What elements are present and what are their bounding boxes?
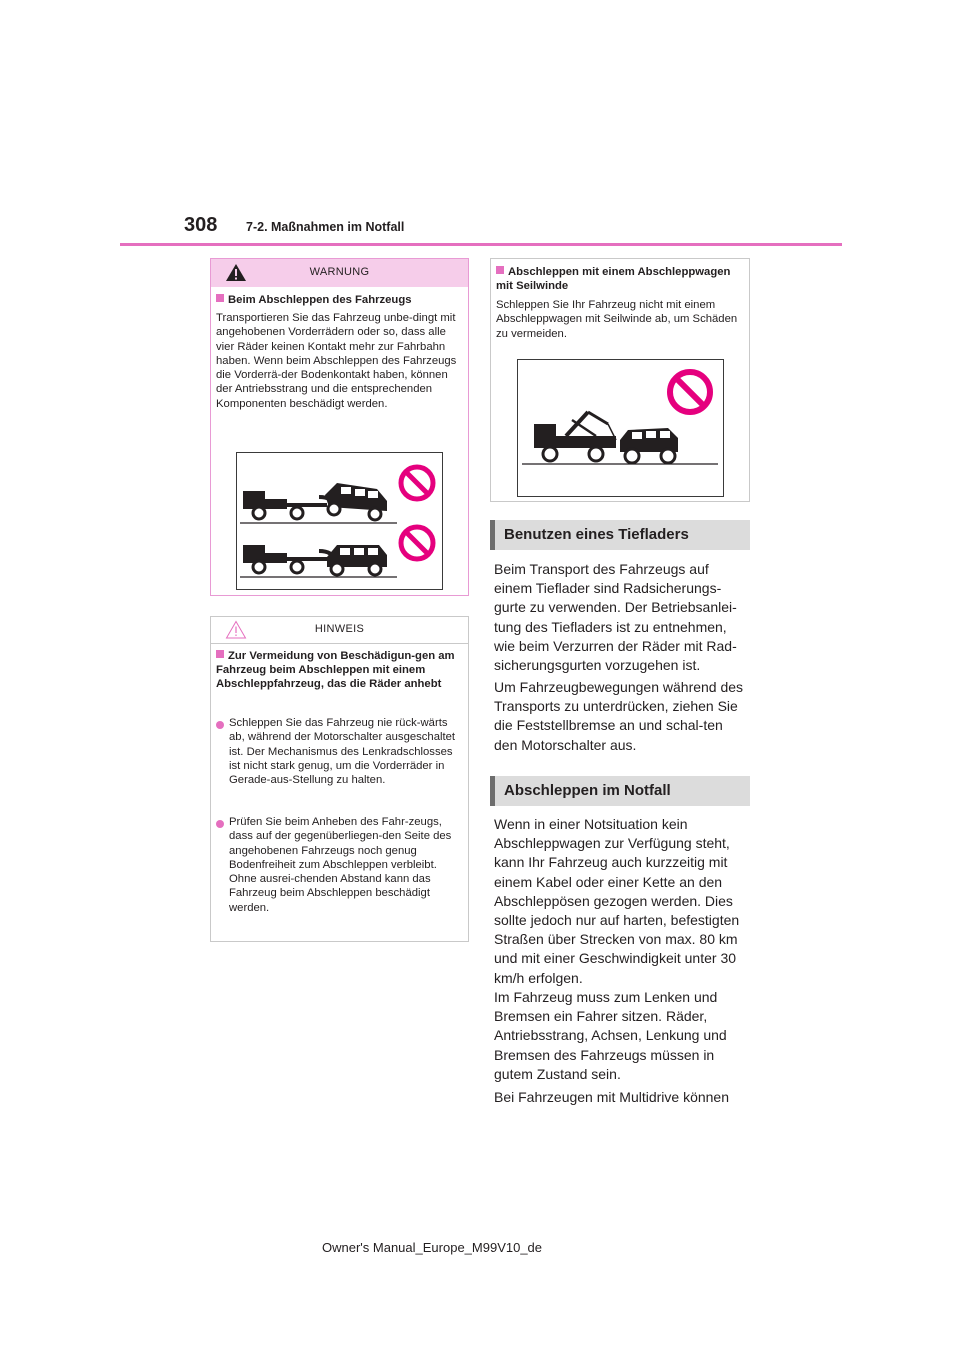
bullet-icon [216,721,224,729]
header-rule [120,243,842,246]
note-header [211,617,468,644]
warning-heading: Beim Abschleppen des Fahrzeugs [216,293,461,307]
warning-box [210,258,469,596]
tow-illustration-wheel-lift [236,452,443,590]
page-number: 308 [184,214,218,236]
bullet-icon [216,820,224,828]
winch-text: Schleppen Sie Ihr Fahrzeug nicht mit einem Abschleppwagen mit Seilwinde ab, um Schäden zu vermeiden. [496,299,738,340]
tow-illustration-winch [517,359,724,497]
footer: Owner's Manual_Europe_M99V10_de [322,1240,543,1255]
flatbed-paragraph-1: Beim Transport des Fahrzeugs auf einem Tieflader sind Radsicherungs-gurte zu verwenden. Der Betriebsanlei-tung des Tiefladers ist zu entnehmen, wie beim Verzurren der Räder mit Rad-sicherungsgurten vorzugehen ist. [494,561,737,674]
winch-truck-illustration [518,360,723,496]
square-bullet-icon [216,294,224,302]
prohibition-icon [401,467,433,499]
warning-header [211,259,468,287]
prohibition-icon [670,372,710,412]
note-box [210,616,469,942]
section-title: 7-2. Maßnahmen im Notfall [246,220,405,234]
emergency-paragraph-1: Wenn in einer Notsituation kein Abschleppwagen zur Verfügung steht, kann Ihr Fahrzeug auch kurzzeitig mit einem Kabel oder einer Kette an den Abschleppösen gezogen werden. Dies sollte jedoch nur auf harten, befestigten Straßen über Strecken von max. 80 km und mit einer Geschwindigkeit unter 30 km/h erfolgen. [494,816,740,986]
note-bullet-1: Schleppen Sie das Fahrzeug nie rück-wärts ab, während der Motorschalter ausgeschaltet ist. Der Mechanismus des Lenkradschlosses ist nicht stark genug, um die Vorderräder in Gerade-aus-Stellung zu halten. [229,717,456,787]
section-heading-flatbed: Benutzen eines Tiefladers [490,520,750,550]
prohibition-icon [401,527,433,559]
flatbed-paragraph-2: Um Fahrzeugbewegungen während des Transports zu unterdrücken, ziehen Sie die Feststellbremse an und schal-ten den Motorschalter aus. [494,679,744,753]
square-bullet-icon [496,266,504,274]
winch-heading: Abschleppen mit einem Abschleppwagen mit Seilwinde [496,266,731,292]
emergency-paragraph-2: Im Fahrzeug muss zum Lenken und Bremsen ein Fahrer sitzen. Räder, Antriebsstrang, Achsen, Lenkung und Bremsen des Fahrzeugs müssen in gutem Zustand sein. [494,989,727,1082]
warning-text: Transportieren Sie das Fahrzeug unbe-dingt mit angehobenen Vorderrädern oder so, dass alle vier Räder keinen Kontakt mehr zur Fahrbahn haben. Wenn beim Abschleppen des Fahrzeugs die Vorderrä-der Bodenkontakt haben, können der Antriebsstrang und die entsprechenden Komponenten beschädigt werden. [216,312,457,410]
warning-label: WARNUNG [309,266,370,278]
note-bullet-2: Prüfen Sie beim Anheben des Fahr-zeugs, dass auf der gegenüberliegen-den Seite des angehobenen Fahrzeugs noch genug Bodenfreiheit zum Abschleppen verbleibt. Ohne ausrei-chenden Abstand kann das Fahrzeug beim Abschleppen beschädigt werden. [229,816,452,914]
note-label: HINWEIS [314,623,365,635]
note-heading: Zur Vermeidung von Beschädigun-gen am Fahrzeug beim Abschleppen mit einem Abschleppfahrzeug, das die Räder anhebt [216,650,455,690]
section-heading-emergency: Abschleppen im Notfall [490,776,750,806]
winch-box [490,258,750,502]
square-bullet-icon [216,650,224,658]
tow-truck-illustration [237,453,442,589]
emergency-paragraph-3: Bei Fahrzeugen mit Multidrive können [494,1089,730,1105]
